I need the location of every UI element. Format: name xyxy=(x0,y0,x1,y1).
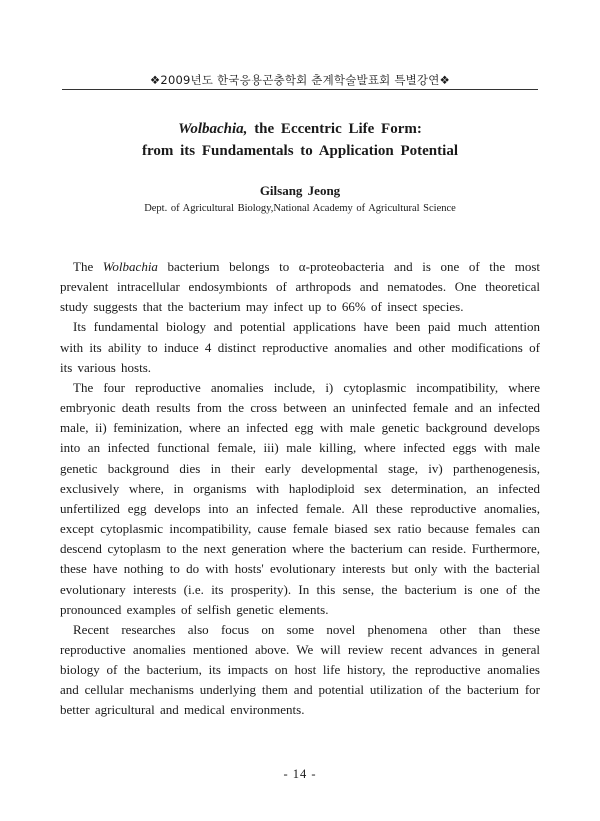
abstract-body xyxy=(60,257,540,721)
paragraph-1 xyxy=(60,257,540,317)
paragraph-3: The four reproductive anomalies include, i) cytoplasmic incompatibility, where embryonic death results from the cross between an uninfected female and an infected male, ii) feminization, where an infected egg with male genetic background develops into an infected functional female, iii) male killing, where infected eggs with male genetic background dies in their early developmental stage, iv) parthenogenesis, exclusively where, in organisms with haplodiploid sex determination, an infected unfertilized egg develops into an infected female. All these reproductive anomalies, except cytoplasmic incompatibility, cause female biased sex ratio because females can descend cytoplasm to the next generation where the bacterium can reside. Furthermore, these have nothing to do with hosts' evolutionary interests but only with the bacterial evolutionary interests (i.e. its prosperity). In this sense, the bacterium is one of the pronounced examples of selfish genetic elements. xyxy=(60,379,540,617)
paragraph-2: Its fundamental biology and potential applications have been paid much attention with its ability to induce 4 distinct reproductive anomalies and other modifications of its various hosts. xyxy=(60,319,540,375)
page-number: - 14 - xyxy=(283,767,317,781)
title-genus-name: Wolbachia, xyxy=(178,121,248,137)
paragraph-1-text: bacterium belongs to α-proteobacteria and is one of the most prevalent intracellular endosymbionts of arthropods and nematodes. One theoretical study suggests that the bacterium may infect up to 66% of insect species. xyxy=(60,259,540,315)
paper-title-line-2: from its Fundamentals to Application Potential xyxy=(142,143,458,159)
paper-title-line-1 xyxy=(62,121,538,138)
author-affiliation: Dept. of Agricultural Biology,National Academy of Agricultural Science xyxy=(144,203,456,214)
genus-name: Wolbachia xyxy=(102,259,158,274)
title-line-1-text: the Eccentric Life Form: xyxy=(247,121,422,137)
paragraph-4: Recent researches also focus on some novel phenomena other than these reproductive anomalies mentioned above. We will review recent advances in general biology of the bacterium, its impacts on host life history, the reproductive anomalies and cellular mechanisms underlying them and potential utilization of the bacterium for better agricultural and medical environments. xyxy=(60,621,540,718)
author-name: Gilsang Jeong xyxy=(259,183,341,198)
paragraph-1-lead: The xyxy=(73,259,103,274)
header-rule xyxy=(62,89,538,90)
running-header: ❖2009년도 한국응용곤충학회 춘계학술발표회 특별강연❖ xyxy=(149,73,451,87)
